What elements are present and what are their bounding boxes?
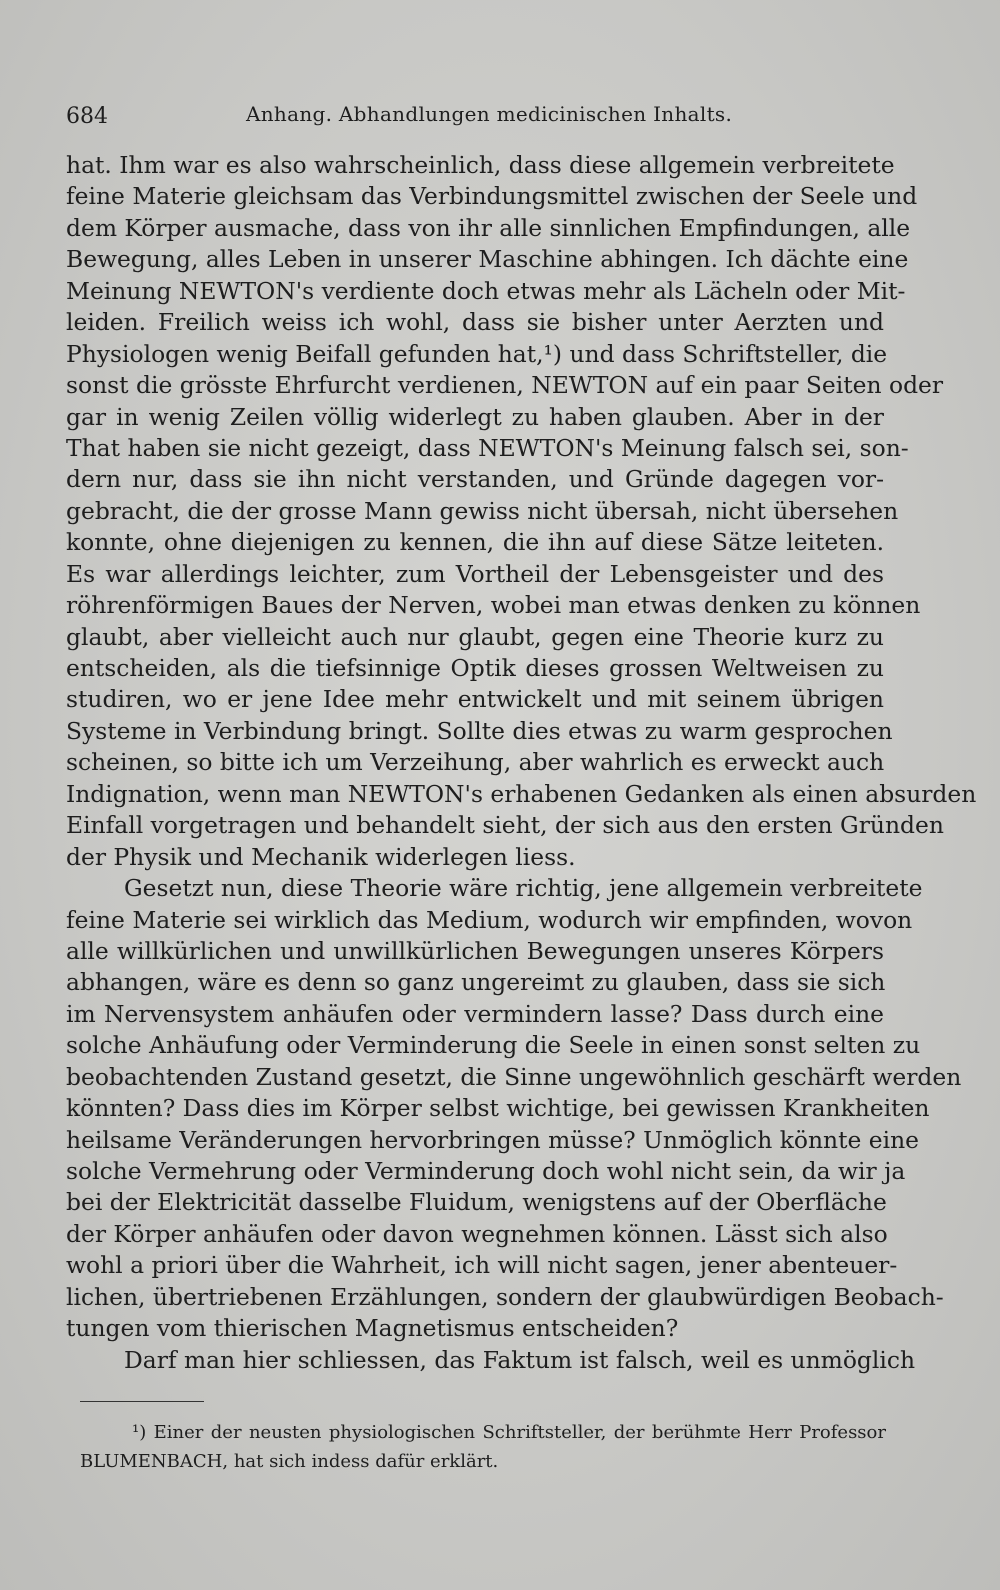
text-line: bei der Elektricität dasselbe Fluidum, wenigstens auf der Oberfläche: [66, 1188, 887, 1217]
text-line: Einfall vorgetragen und behandelt sieht, der sich aus den ersten Gründen: [66, 811, 944, 840]
text-line: röhrenförmigen Baues der Nerven, wobei man etwas denken zu können: [66, 591, 921, 620]
text-line: könnten? Dass dies im Körper selbst wichtige, bei gewissen Krankheiten: [66, 1094, 930, 1123]
footnote-line: ¹) Einer der neusten physiologischen Schriftsteller, der berühmte Herr Professor: [132, 1422, 886, 1443]
text-line: solche Vermehrung oder Verminderung doch wohl nicht sein, da wir ja: [66, 1157, 906, 1185]
text-line: Darf man hier schliessen, das Faktum ist falsch, weil es unmöglich: [124, 1345, 916, 1374]
text-line: Meinung NEWTON's verdiente doch etwas mehr als Lächeln oder Mit-: [66, 276, 906, 305]
text-line: scheinen, so bitte ich um Verzeihung, aber wahrlich es erweckt auch: [66, 748, 885, 777]
text-line: hat. Ihm war es also wahrscheinlich, dass diese allgemein verbreitete: [66, 151, 895, 179]
text-line: sonst die grösste Ehrfurcht verdienen, NEWTON auf ein paar Seiten oder: [66, 371, 944, 400]
text-line: gebracht, die der grosse Mann gewiss nicht übersah, nicht übersehen: [66, 496, 899, 525]
text-line: solche Anhäufung oder Verminderung die Seele in einen sonst selten zu: [66, 1031, 921, 1060]
page-number: 684: [66, 104, 108, 129]
text-line: glaubt, aber vielleicht auch nur glaubt, gegen eine Theorie kurz zu: [66, 622, 884, 651]
text-line: abhangen, wäre es denn so ganz ungereimt zu glauben, dass sie sich: [66, 968, 886, 997]
text-line: feine Materie sei wirklich das Medium, wodurch wir empfinden, wovon: [66, 905, 913, 934]
text-line: gar in wenig Zeilen völlig widerlegt zu haben glauben. Aber in der: [66, 402, 884, 431]
running-head: Anhang. Abhandlungen medicinischen Inhalts.: [246, 102, 733, 126]
footnote-line: BLUMENBACH, hat sich indess dafür erklärt.: [80, 1451, 499, 1472]
text-line: im Nervensystem anhäufen oder vermindern lasse? Dass durch eine: [66, 999, 884, 1028]
text-line: entscheiden, als die tiefsinnige Optik dieses grossen Weltweisen zu: [66, 654, 884, 682]
text-line: Gesetzt nun, diese Theorie wäre richtig, jene allgemein verbreitete: [124, 874, 923, 903]
footnote-divider: [80, 1401, 204, 1402]
text-line: Es war allerdings leichter, zum Vortheil der Lebensgeister und des: [66, 559, 884, 588]
text-line: heilsame Veränderungen hervorbringen müsse? Unmöglich könnte eine: [66, 1125, 920, 1154]
text-line: Indignation, wenn man NEWTON's erhabenen Gedanken als einen absurden: [66, 779, 977, 808]
text-line: der Physik und Mechanik widerlegen liess.: [66, 842, 576, 871]
page-header: [66, 100, 866, 134]
body-text: [66, 150, 977, 1376]
text-line: That haben sie nicht gezeigt, dass NEWTON's Meinung falsch sei, son-: [66, 433, 909, 462]
text-line: wohl a priori über die Wahrheit, ich will nicht sagen, jener abenteuer-: [66, 1251, 898, 1280]
text-line: der Körper anhäufen oder davon wegnehmen können. Lässt sich also: [66, 1219, 888, 1248]
text-line: beobachtenden Zustand gesetzt, die Sinne ungewöhnlich geschärft werden: [66, 1062, 962, 1091]
text-line: Bewegung, alles Leben in unserer Maschine abhingen. Ich dächte eine: [66, 245, 909, 274]
text-line: studiren, wo er jene Idee mehr entwickelt und mit seinem übrigen: [66, 685, 884, 714]
text-line: dern nur, dass sie ihn nicht verstanden, und Gründe dagegen vor-: [66, 465, 884, 494]
footnotes: [80, 1418, 886, 1476]
text-line: tungen vom thierischen Magnetismus entscheiden?: [66, 1314, 679, 1343]
text-line: feine Materie gleichsam das Verbindungsmittel zwischen der Seele und: [66, 182, 918, 211]
text-line: dem Körper ausmache, dass von ihr alle sinnlichen Empfindungen, alle: [66, 213, 911, 242]
text-line: alle willkürlichen und unwillkürlichen Bewegungen unseres Körpers: [66, 936, 884, 965]
text-line: leiden. Freilich weiss ich wohl, dass sie bisher unter Aerzten und: [66, 308, 884, 337]
text-line: lichen, übertriebenen Erzählungen, sondern der glaubwürdigen Beobach-: [66, 1282, 944, 1311]
text-line: Systeme in Verbindung bringt. Sollte dies etwas zu warm gesprochen: [66, 716, 893, 745]
text-line: Physiologen wenig Beifall gefunden hat,¹) und dass Schriftsteller, die: [66, 339, 888, 368]
text-line: konnte, ohne diejenigen zu kennen, die ihn auf diese Sätze leiteten.: [66, 528, 884, 557]
